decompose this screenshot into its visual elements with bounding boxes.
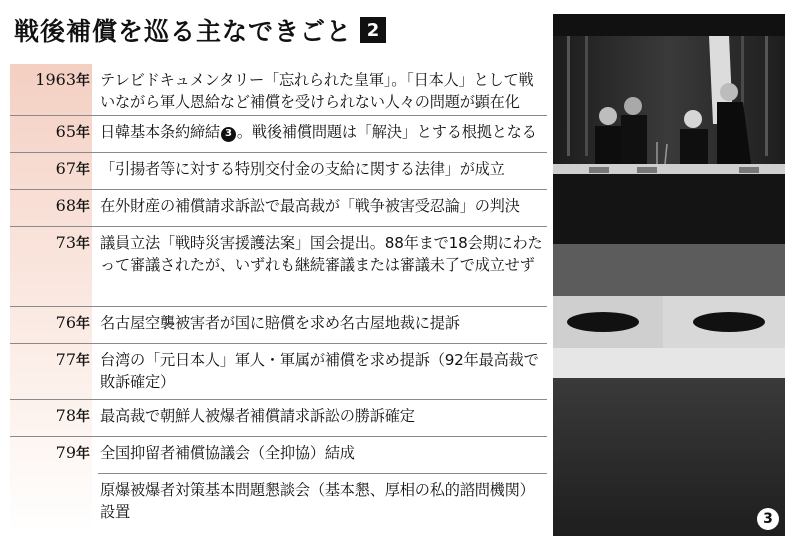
timeline-row — [10, 400, 547, 437]
event-text: 原爆被爆者対策基本問題懇談会（基本懇、厚相の私的諮問機関）設置 — [100, 481, 535, 521]
event-text: 名古屋空襲被害者が国に賠償を求め名古屋地裁に提訴 — [100, 314, 460, 332]
year-label: 79年 — [55, 443, 90, 462]
event-text: 「引揚者等に対する特別交付金の支給に関する法律」が成立 — [100, 160, 505, 178]
year-label: 73年 — [55, 233, 90, 252]
photo-number-badge: 3 — [757, 508, 779, 530]
photo-illustration — [553, 14, 785, 536]
page-title — [14, 10, 386, 50]
timeline-row — [10, 153, 547, 190]
year-label: 65年 — [55, 122, 90, 141]
timeline-row — [10, 307, 547, 344]
timeline-row — [10, 227, 547, 307]
timeline-row — [10, 437, 547, 474]
year-label: 76年 — [55, 313, 90, 332]
historical-photo — [553, 14, 785, 536]
year-label: 68年 — [55, 196, 90, 215]
timeline-row — [10, 64, 547, 116]
year-label: 77年 — [55, 350, 90, 369]
event-text: 最高裁で朝鮮人被爆者補償請求訴訟の勝訴確定 — [100, 407, 415, 425]
year-label: 78年 — [55, 406, 90, 425]
event-text: 日韓基本条約締結 3 。戦後補償問題は「解決」とする根拠となる — [100, 123, 537, 141]
event-text: 議員立法「戦時災害援護法案」国会提出。88年まで18会期にわたって審議されたが、いずれも継続審議または審議未了で成立せず — [100, 234, 543, 274]
year-label: 1963年 — [35, 70, 90, 89]
timeline-row — [10, 474, 547, 530]
photo-reference-marker: 3 — [221, 127, 236, 142]
title-number-badge: 2 — [360, 17, 386, 43]
timeline-row — [10, 190, 547, 227]
event-text: 在外財産の補償請求訴訟で最高裁が「戦争被害受忍論」の判決 — [100, 197, 520, 215]
year-label: 67年 — [55, 159, 90, 178]
event-text: 台湾の「元日本人」軍人・軍属が補償を求め提訴（92年最高裁で敗訴確定） — [100, 351, 539, 391]
timeline — [10, 64, 547, 534]
event-text: 全国抑留者補償協議会（全抑協）結成 — [100, 444, 355, 462]
timeline-row — [10, 344, 547, 400]
title-text: 戦後補償を巡る主なできごと — [14, 17, 353, 46]
timeline-row — [10, 116, 547, 153]
event-text: テレビドキュメンタリー「忘れられた皇軍」。「日本人」として戦いながら軍人恩給など補償を受けられない人々の問題が顕在化 — [100, 71, 534, 111]
